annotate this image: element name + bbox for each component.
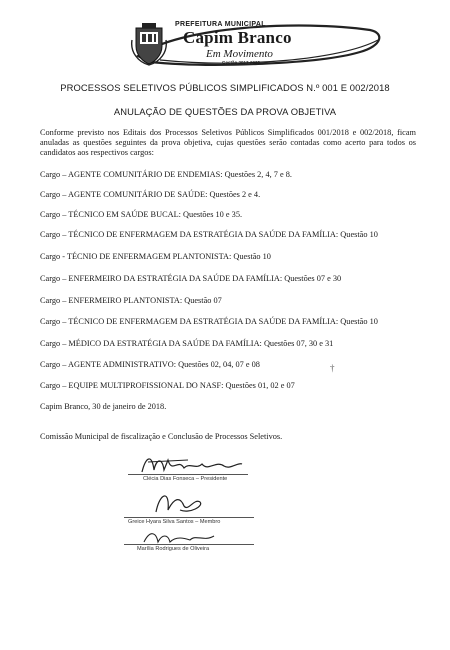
- cargo-line: Cargo - TÉCNIO DE ENFERMAGEM PLANTONISTA: Questão 10: [40, 252, 271, 261]
- signature-line: [124, 544, 254, 545]
- signature-member-image: [150, 488, 210, 518]
- cargo-line: Cargo – EQUIPE MULTIPROFISSIONAL DO NASF: Questões 01, 02 e 07: [40, 381, 295, 390]
- cargo-line: Cargo – TÉCNICO EM SAÚDE BUCAL: Questões 10 e 35.: [40, 210, 243, 219]
- cargo-line: Cargo – TÉCNICO DE ENFERMAGEM DA ESTRATÉGIA DA SAÚDE DA FAMÍLIA: Questão 10: [40, 317, 378, 326]
- cargo-line: Cargo – AGENTE COMUNITÁRIO DE SAÚDE: Questões 2 e 4.: [40, 190, 261, 199]
- logo-city-name: Capim Branco: [183, 28, 292, 47]
- logo-gestao: Gestão 2017-2020: [222, 60, 261, 65]
- cargo-line: Cargo – AGENTE COMUNITÁRIO DE ENDEMIAS: Questões 2, 4, 7 e 8.: [40, 170, 292, 179]
- document-subtitle: ANULAÇÃO DE QUESTÕES DA PROVA OBJETIVA: [113, 106, 337, 117]
- signature-line: [128, 474, 248, 475]
- signature-line: [124, 517, 254, 518]
- date-line: Capim Branco, 30 de janeiro de 2018.: [40, 402, 167, 411]
- cargo-line: Cargo – TÉCNICO DE ENFERMAGEM DA ESTRATÉGIA DA SAÚDE DA FAMÍLIA: Questão 10: [40, 230, 378, 239]
- signature-third-name: Marília Rodrigues de Oliveira: [137, 546, 210, 552]
- commission-line: Comissão Municipal de fiscalização e Conclusão de Processos Seletivos.: [40, 432, 283, 441]
- coat-of-arms-icon: [130, 22, 168, 66]
- stray-mark: †: [330, 363, 335, 373]
- intro-paragraph: Conforme previsto nos Editais dos Processos Seletivos Públicos Simplificados 001/2018 e 002/2018, ficam anuladas as questões seguintes da prova objetiva, cujas questões serão contadas como acerto para todos os candidatos aos respectivos cargos:: [40, 128, 416, 157]
- signature-president-name: Clécia Dias Fonseca – Presidente: [143, 476, 228, 482]
- cargo-line: Cargo – ENFERMEIRO PLANTONISTA: Questão 07: [40, 296, 222, 305]
- signature-member-name: Greice Hyara Silva Santos – Membro: [128, 519, 221, 525]
- cargo-line: Cargo – MÉDICO DA ESTRATÉGIA DA SAÚDE DA FAMÍLIA: Questões 07, 30 e 31: [40, 339, 334, 348]
- cargo-line: Cargo – ENFERMEIRO DA ESTRATÉGIA DA SAÚDE DA FAMÍLIA: Questões 07 e 30: [40, 274, 342, 283]
- logo-slogan: Em Movimento: [206, 48, 273, 60]
- cargo-line: Cargo – AGENTE ADMINISTRATIVO: Questões 02, 04, 07 e 08: [40, 360, 260, 369]
- document-title: PROCESSOS SELETIVOS PÚBLICOS SIMPLIFICADOS N.º 001 E 002/2018: [60, 82, 390, 93]
- logo-prefeitura-text: PREFEITURA MUNICIPAL: [175, 21, 266, 28]
